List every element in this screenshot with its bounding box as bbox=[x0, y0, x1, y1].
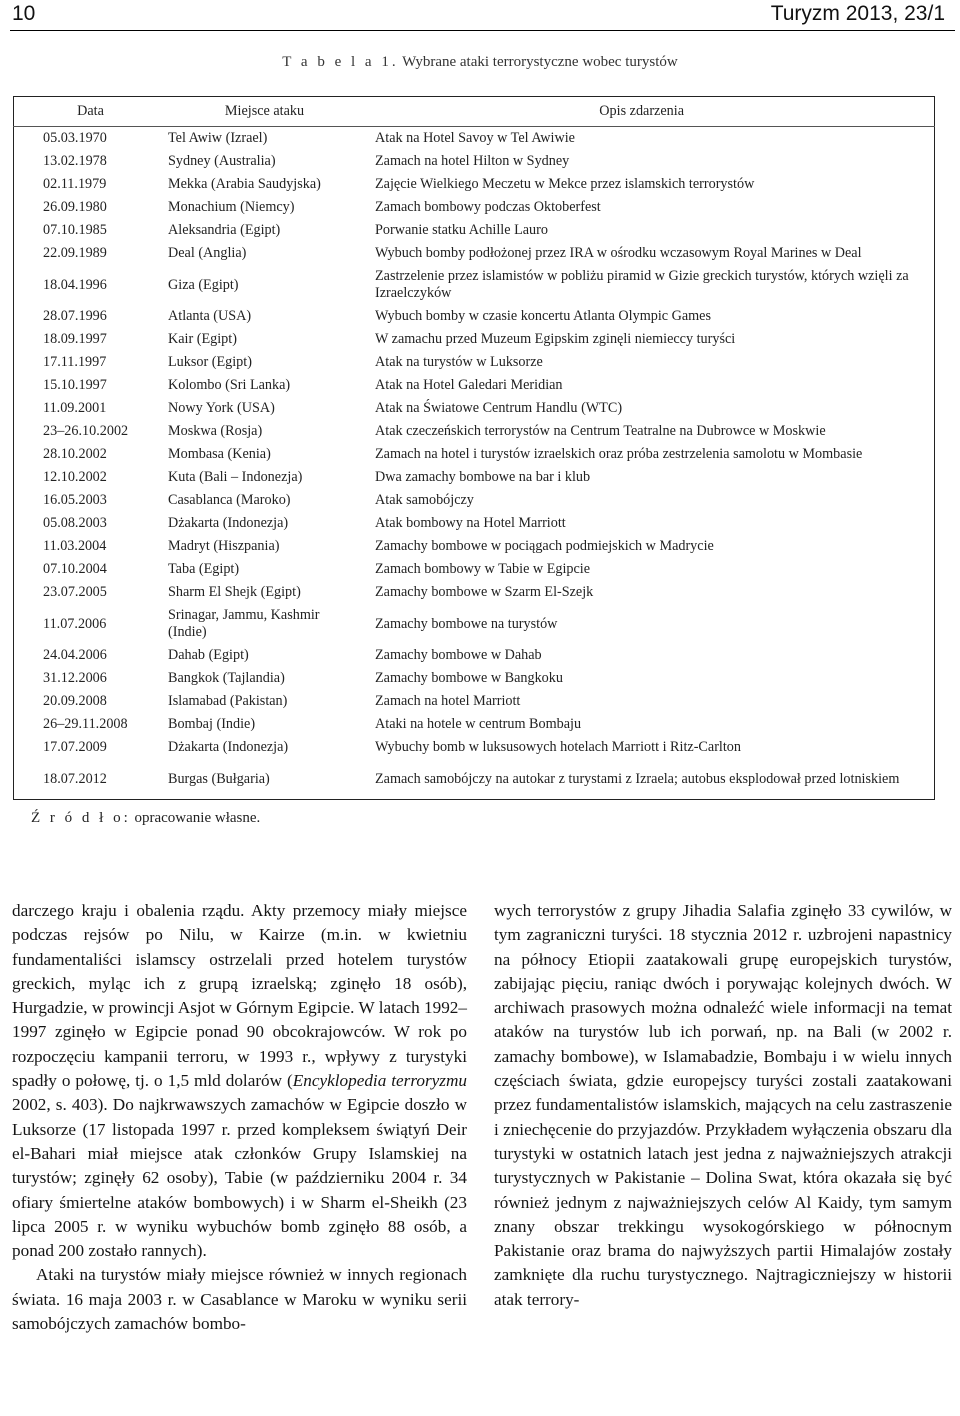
text-run: 2002, s. 403). Do najkrwawszych zamachów w Egipcie doszło w Luksorze (17 listopada 1997 r. przed kompleksem świątyń Deir el-Bahari miał miejsce atak członków Grupy Islamskiej na turystów; zginęły 62 osoby), Tabie (w październiku 2004 r. 34 ofiary śmiertelne ataków bombowych) i w Sharm el-Sheikh (23 lipca 2005 r. w wyniku wybuchów bomb zginęło 88 osób, a ponad 200 zostało rannych). bbox=[12, 1095, 467, 1261]
table-row bbox=[14, 667, 935, 690]
cell-description: Porwanie statku Achille Lauro bbox=[375, 222, 548, 238]
cell-date: 07.10.2004 bbox=[43, 561, 107, 577]
table-row bbox=[14, 443, 935, 466]
table-row bbox=[14, 713, 935, 736]
cell-place: Tel Awiw (Izrael) bbox=[168, 130, 268, 146]
cell-date: 11.09.2001 bbox=[43, 400, 107, 416]
cell-date: 17.07.2009 bbox=[43, 739, 107, 755]
cell-description: Zamachy bombowe w pociągach podmiejskich w Madrycie bbox=[375, 538, 714, 554]
cell-date: 11.07.2006 bbox=[43, 615, 107, 632]
table-row bbox=[14, 736, 935, 759]
cell-place: Madryt (Hiszpania) bbox=[168, 538, 280, 554]
table-row bbox=[14, 690, 935, 713]
cell-place: Burgas (Bułgaria) bbox=[168, 770, 270, 787]
cell-place: Casablanca (Maroko) bbox=[168, 492, 291, 508]
cell-place: Mekka (Arabia Saudyjska) bbox=[168, 176, 321, 192]
cell-date: 23–26.10.2002 bbox=[43, 423, 129, 439]
cell-place: Kair (Egipt) bbox=[168, 331, 237, 347]
cell-description: Atak na Hotel Savoy w Tel Awiwie bbox=[375, 130, 575, 146]
table-row bbox=[14, 196, 935, 219]
table-row bbox=[14, 219, 935, 242]
cell-place: Nowy York (USA) bbox=[168, 400, 275, 416]
cell-description: W zamachu przed Muzeum Egipskim zginęli niemieccy turyści bbox=[375, 331, 736, 347]
cell-description: Zamach bombowy w Tabie w Egipcie bbox=[375, 561, 591, 577]
cell-place: Atlanta (USA) bbox=[168, 308, 252, 324]
page-number: 10 bbox=[12, 2, 36, 25]
body-column-right bbox=[494, 899, 952, 1312]
cell-date: 20.09.2008 bbox=[43, 693, 107, 709]
table-row bbox=[14, 328, 935, 351]
table-header-row bbox=[14, 97, 935, 127]
cell-description: Zamach bombowy podczas Oktoberfest bbox=[375, 199, 601, 215]
table-row bbox=[14, 242, 935, 265]
cell-date: 02.11.1979 bbox=[43, 176, 107, 192]
column-header-date: Data bbox=[77, 103, 104, 119]
text-run: darczego kraju i obalenia rządu. Akty przemocy miały miejsce podczas rejsów po Nilu, w Kairze (m.in. w kwietniu fundamentaliści islamscy ostrzelali przed hotelem turystów greckich, myląc ich z grupą izraelską; zginęło 18 osób), Hurgadzie, w prowincji Asjot w Górnym Egipcie. W latach 1992–1997 zginęło w Egipcie ponad 90 obcokrajowców. W rok po rozpoczęciu kampanii terroru, w 1993 r., wpływy z turystyki spadły o połowę, tj. o 1,5 mld dolarów ( bbox=[12, 901, 467, 1091]
cell-date: 23.07.2005 bbox=[43, 584, 107, 600]
table-row bbox=[14, 397, 935, 420]
cell-date: 05.03.1970 bbox=[43, 130, 107, 146]
cell-date: 18.07.2012 bbox=[43, 770, 107, 787]
table-row bbox=[14, 265, 935, 305]
cell-place: Dżakarta (Indonezja) bbox=[168, 515, 289, 531]
cell-place: Giza (Egipt) bbox=[168, 276, 239, 293]
table-row bbox=[14, 489, 935, 512]
cell-date: 26.09.1980 bbox=[43, 199, 107, 215]
cell-place: Bombaj (Indie) bbox=[168, 716, 256, 732]
cell-date: 15.10.1997 bbox=[43, 377, 107, 393]
cell-place: Sharm El Shejk (Egipt) bbox=[168, 584, 301, 600]
cell-date: 22.09.1989 bbox=[43, 245, 107, 261]
cell-description: Atak na Światowe Centrum Handlu (WTC) bbox=[375, 400, 623, 416]
cell-description: Wybuchy bomb w luksusowych hotelach Marriott i Ritz-Carlton bbox=[375, 739, 741, 755]
body-paragraph bbox=[12, 899, 467, 1263]
cell-description: Zamachy bombowe w Szarm El-Szejk bbox=[375, 584, 594, 600]
column-header-description: Opis zdarzenia bbox=[599, 103, 684, 119]
table-row bbox=[14, 351, 935, 374]
table-caption-label: T a b e l a 1. bbox=[282, 54, 399, 70]
body-paragraph bbox=[494, 899, 952, 1312]
cell-description: Atak na turystów w Luksorze bbox=[375, 354, 543, 370]
body-paragraph bbox=[12, 1263, 467, 1336]
cell-place: Dżakarta (Indonezja) bbox=[168, 739, 289, 755]
table-row bbox=[14, 581, 935, 604]
cell-description: Zamach na hotel Marriott bbox=[375, 693, 521, 709]
cell-date: 12.10.2002 bbox=[43, 469, 107, 485]
cell-description: Zamach na hotel i turystów izraelskich oraz próba zestrzelenia samolotu w Mombasie bbox=[375, 446, 863, 462]
page-header bbox=[10, 0, 955, 31]
table-row bbox=[14, 759, 935, 800]
attacks-table bbox=[13, 96, 935, 800]
source-text: opracowanie własne. bbox=[134, 810, 261, 826]
cell-place: Kolombo (Sri Lanka) bbox=[168, 377, 291, 393]
cell-place: Dahab (Egipt) bbox=[168, 647, 249, 663]
attacks-table-container bbox=[13, 96, 935, 800]
cell-date: 17.11.1997 bbox=[43, 354, 107, 370]
table-row bbox=[14, 374, 935, 397]
table-row bbox=[14, 466, 935, 489]
table-row bbox=[14, 173, 935, 196]
cell-description: Atak bombowy na Hotel Marriott bbox=[375, 515, 566, 531]
table-row bbox=[14, 604, 935, 644]
table-row bbox=[14, 150, 935, 173]
cell-place: Srinagar, Jammu, Kashmir (Indie) bbox=[168, 607, 320, 640]
cell-description: Zastrzelenie przez islamistów w pobliżu piramid w Gizie greckich turystów, których wzięli za Izraelczyków bbox=[375, 268, 909, 301]
table-row bbox=[14, 558, 935, 581]
cell-date: 13.02.1978 bbox=[43, 153, 107, 169]
cell-date: 24.04.2006 bbox=[43, 647, 107, 663]
cell-place: Sydney (Australia) bbox=[168, 153, 276, 169]
cell-place: Kuta (Bali – Indonezja) bbox=[168, 469, 303, 485]
table-row bbox=[14, 420, 935, 443]
column-header-place: Miejsce ataku bbox=[224, 103, 305, 119]
table-body bbox=[14, 127, 935, 800]
cell-date: 05.08.2003 bbox=[43, 515, 107, 531]
cell-description: Atak samobójczy bbox=[375, 492, 474, 508]
cell-place: Taba (Egipt) bbox=[168, 561, 240, 577]
cell-place: Mombasa (Kenia) bbox=[168, 446, 271, 462]
text-run: wych terrorystów z grupy Jihadia Salafia zginęło 33 cywilów, w tym zagraniczni turyści. 18 stycznia 2012 r. uzbrojeni napastnicy na północy Etiopii zaatakowali grupę europejskich turystów, zabijając pięciu, raniąc dwóch i porywając kolejnych dwóch. W archiwach prasowych można odnaleźć wiele informacji na temat ataków na turystów lub ich porwań, np. na Bali (w 2002 r. zamachy bombowe), w Islamabadzie, Bombaju i w wielu innych częściach świata, gdzie europejscy turyści zostali zaatakowani przez fundamentalistów islamskich, mających na celu zastraszenie i zniechęcenie do przyjazdów. Przykładem wyłączenia obszaru dla turystyki w ostatnich latach jest jedna z najważniejszych atrakcji turystycznych w Pakistanie – Dolina Swat, która okazała się być również jednym z najważniejszych celów Al Kaidy, tym samym znany obszar trekkingu wysokogórskiego w północnym Pakistanie oraz brama do najwyższych partii Himalajów zostały zamknięte dla ruchu turystycznego. Najtragiczniejszy w historii atak terrory- bbox=[494, 901, 952, 1309]
citation-title: Encyklopedia terroryzmu bbox=[292, 1071, 467, 1091]
cell-date: 28.07.1996 bbox=[43, 308, 107, 324]
cell-description: Atak na Hotel Galedari Meridian bbox=[375, 377, 563, 393]
body-column-left bbox=[12, 899, 467, 1336]
table-row bbox=[14, 512, 935, 535]
cell-date: 07.10.1985 bbox=[43, 222, 107, 238]
text-run: Ataki na turystów miały miejsce również w innych regionach świata. 16 maja 2003 r. w Casablance w Maroku w wyniku serii samobójczych zamachów bombo- bbox=[12, 1265, 467, 1334]
table-caption-title: Wybrane ataki terrorystyczne wobec turystów bbox=[402, 54, 678, 70]
journal-title: Turyzm 2013, 23/1 bbox=[770, 2, 945, 25]
cell-place: Deal (Anglia) bbox=[168, 245, 247, 261]
cell-date: 16.05.2003 bbox=[43, 492, 107, 508]
cell-description: Wybuch bomby podłożonej przez IRA w ośrodku wczasowym Royal Marines w Deal bbox=[375, 245, 862, 261]
table-caption bbox=[0, 54, 960, 71]
cell-description: Zamachy bombowe w Dahab bbox=[375, 647, 542, 663]
cell-date: 18.04.1996 bbox=[43, 276, 107, 293]
cell-description: Wybuch bomby w czasie koncertu Atlanta Olympic Games bbox=[375, 308, 712, 324]
cell-description: Zamach na hotel Hilton w Sydney bbox=[375, 153, 570, 169]
cell-description: Dwa zamachy bombowe na bar i klub bbox=[375, 469, 591, 485]
source-label: Ź r ó d ł o: bbox=[31, 810, 131, 826]
cell-date: 11.03.2004 bbox=[43, 538, 107, 554]
cell-description: Zamach samobójczy na autokar z turystami z Izraela; autobus eksplodował przed lotniskiem bbox=[375, 770, 900, 787]
table-source bbox=[31, 810, 260, 827]
cell-place: Aleksandria (Egipt) bbox=[168, 222, 281, 238]
cell-description: Atak czeczeńskich terrorystów na Centrum Teatralne na Dubrowce w Moskwie bbox=[375, 423, 826, 439]
cell-description: Ataki na hotele w centrum Bombaju bbox=[375, 716, 582, 732]
cell-place: Bangkok (Tajlandia) bbox=[168, 670, 285, 686]
cell-date: 31.12.2006 bbox=[43, 670, 107, 686]
table-row bbox=[14, 127, 935, 151]
cell-date: 18.09.1997 bbox=[43, 331, 107, 347]
cell-description: Zamachy bombowe na turystów bbox=[375, 615, 558, 632]
cell-place: Islamabad (Pakistan) bbox=[168, 693, 288, 709]
cell-description: Zajęcie Wielkiego Meczetu w Mekce przez islamskich terrorystów bbox=[375, 176, 755, 192]
cell-date: 26–29.11.2008 bbox=[43, 716, 128, 732]
cell-date: 28.10.2002 bbox=[43, 446, 107, 462]
cell-place: Luksor (Egipt) bbox=[168, 354, 252, 370]
cell-place: Moskwa (Rosja) bbox=[168, 423, 263, 439]
cell-description: Zamachy bombowe w Bangkoku bbox=[375, 670, 563, 686]
table-row bbox=[14, 535, 935, 558]
table-row bbox=[14, 305, 935, 328]
table-row bbox=[14, 644, 935, 667]
cell-place: Monachium (Niemcy) bbox=[168, 199, 295, 215]
